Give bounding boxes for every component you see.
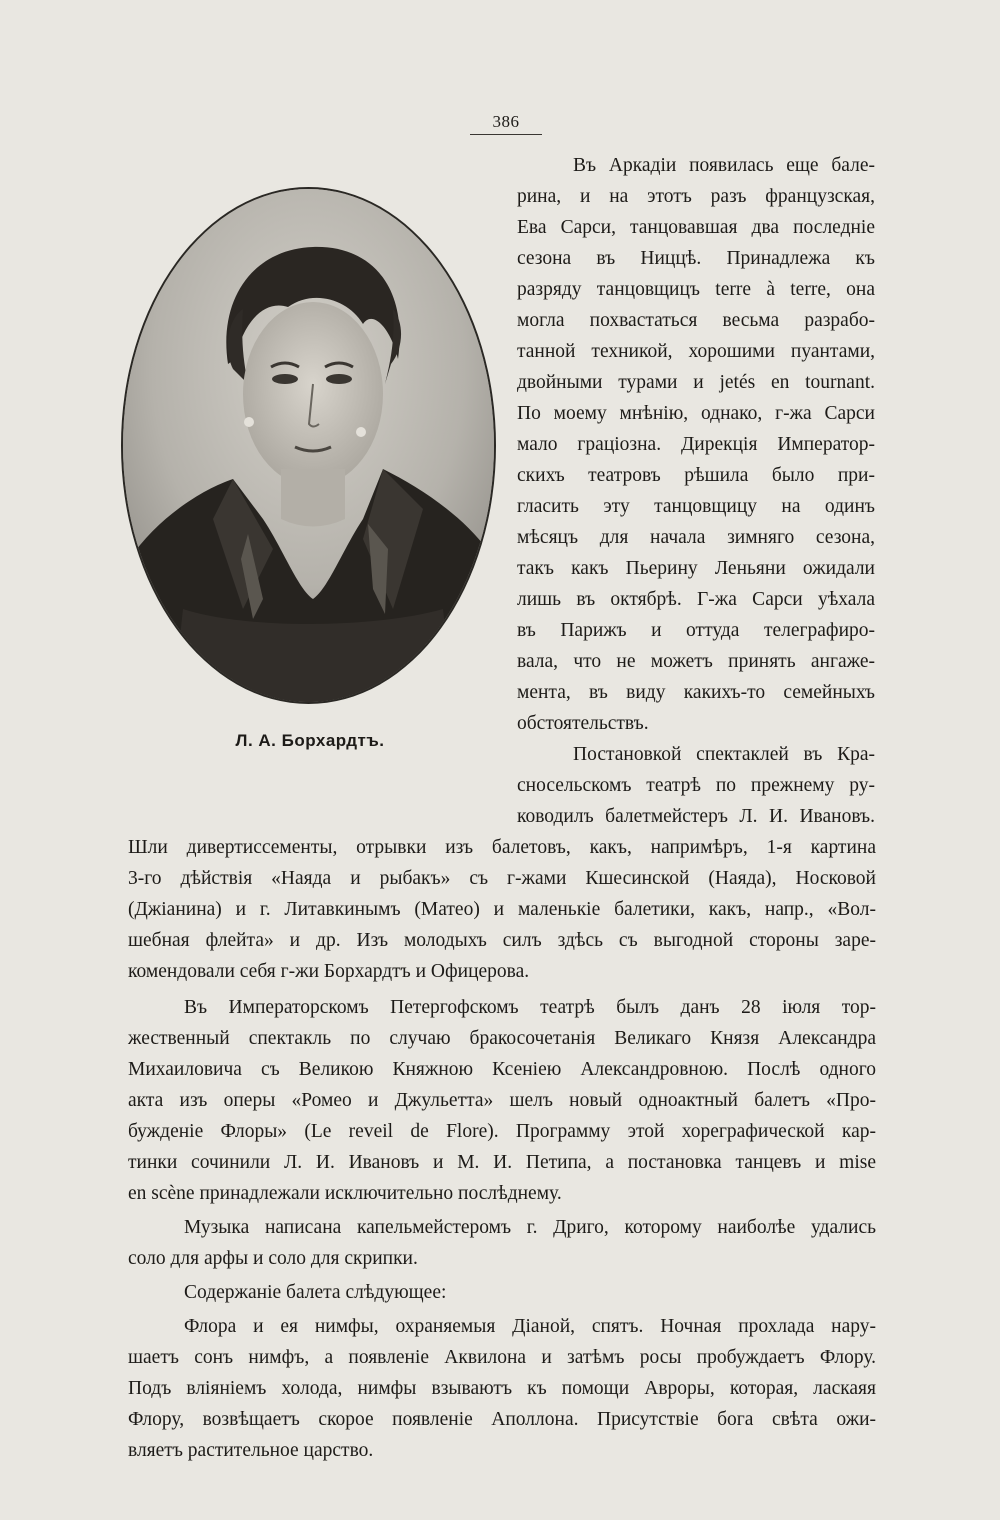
body-line: вляетъ растительное царство. (128, 1440, 374, 1461)
body-line: бужденіе Флоры» (Le reveil de Flore). Программу этой хореграфической кар- (128, 1121, 876, 1142)
body-line: Флору, возвѣщаетъ скорое появленіе Аполлона. Присутствіе бога свѣта ожи- (128, 1409, 876, 1430)
body-line: шебная флейта» и др. Изъ молодыхъ силъ здѣсь съ выгодной стороны заре- (128, 930, 876, 951)
oval-portrait-photo (121, 187, 496, 704)
body-line: шаетъ сонъ нимфъ, а появленіе Аквилона и затѣмъ росы пробуждаетъ Флору. (128, 1347, 876, 1368)
column-line: По моему мнѣнію, однако, г-жа Сарси (517, 403, 875, 424)
column-line: скихъ театровъ рѣшила было при- (517, 465, 875, 486)
column-line: обстоятельствъ. (517, 713, 649, 734)
body-line: Флора и ея нимфы, охраняемыя Діаной, спятъ. Ночная прохлада нару- (184, 1316, 876, 1337)
portrait-caption: Л. А. Борхардтъ. (235, 731, 385, 750)
column-line: лишь въ октябрѣ. Г-жа Сарси уѣхала (517, 589, 875, 610)
column-line: танной техникой, хорошими пуантами, (517, 341, 875, 362)
column-line: рина, и на этотъ разъ французская, (517, 186, 875, 207)
column-line: въ Парижъ и оттуда телеграфиро- (517, 620, 875, 641)
column-line: гласить эту танцовщицу на одинъ (517, 496, 875, 517)
column-line: разряду танцовщицъ terre à terre, она (517, 279, 875, 300)
column-line: вала, что не можетъ принять ангаже- (517, 651, 875, 672)
portrait-illustration (123, 189, 494, 702)
body-line: тинки сочинили Л. И. Ивановъ и М. И. Петипа, а постановка танцевъ и mise (128, 1152, 876, 1173)
page-number: 386 (492, 112, 520, 131)
body-line: Михаиловича съ Великою Княжною Ксеніею Александровною. Послѣ одного (128, 1059, 876, 1080)
body-line: Шли дивертиссементы, отрывки изъ балетовъ, какъ, напримѣръ, 1-я картина (128, 837, 876, 858)
column-line: двойными турами и jetés en tournant. (517, 372, 875, 393)
page-number-rule (470, 134, 542, 135)
column-line: Ева Сарси, танцовавшая два последніе (517, 217, 875, 238)
body-line: комендовали себя г-жи Борхардтъ и Офицерова. (128, 961, 530, 982)
column-line: мало граціозна. Дирекція Император- (517, 434, 875, 455)
body-line: Музыка написана капельмейстеромъ г. Дриго, которому наиболѣе удались (184, 1217, 876, 1238)
column-line: сезона въ Ниццѣ. Принадлежа къ (517, 248, 875, 269)
body-line: жественный спектакль по случаю бракосочетанія Великаго Князя Александра (128, 1028, 876, 1049)
body-line: Содержаніе балета слѣдующее: (184, 1282, 447, 1303)
body-line: Въ Императорскомъ Петергофскомъ театрѣ былъ данъ 28 іюля тор- (184, 997, 876, 1018)
column-line: ководилъ балетмейстеръ Л. И. Ивановъ. (517, 806, 875, 827)
column-line: могла похвастаться весьма разрабо- (517, 310, 875, 331)
column-line: мента, въ виду какихъ-то семейныхъ (517, 682, 875, 703)
column-line: сносельскомъ театрѣ по прежнему ру- (517, 775, 875, 796)
body-line: акта изъ оперы «Ромео и Джульетта» шелъ новый одноактный балетъ «Про- (128, 1090, 876, 1111)
body-line: Подъ вліяніемъ холода, нимфы взываютъ къ помощи Авроры, которая, ласкаяя (128, 1378, 876, 1399)
column-line: Въ Аркадіи появилась еще бале- (573, 155, 875, 176)
column-line: Постановкой спектаклей въ Кра- (573, 744, 875, 765)
body-line: en scène принадлежали исключительно послѣднему. (128, 1183, 562, 1204)
column-line: такъ какъ Пьерину Леньяни ожидали (517, 558, 875, 579)
body-line: соло для арфы и соло для скрипки. (128, 1248, 418, 1269)
column-line: мѣсяцъ для начала зимняго сезона, (517, 527, 875, 548)
body-line: 3-го дѣйствія «Наяда и рыбакъ» съ г-жами Кшесинской (Наяда), Носковой (128, 868, 876, 889)
body-line: (Джіанина) и г. Литавкинымъ (Матео) и маленькіе балетики, какъ, напр., «Вол- (128, 899, 876, 920)
